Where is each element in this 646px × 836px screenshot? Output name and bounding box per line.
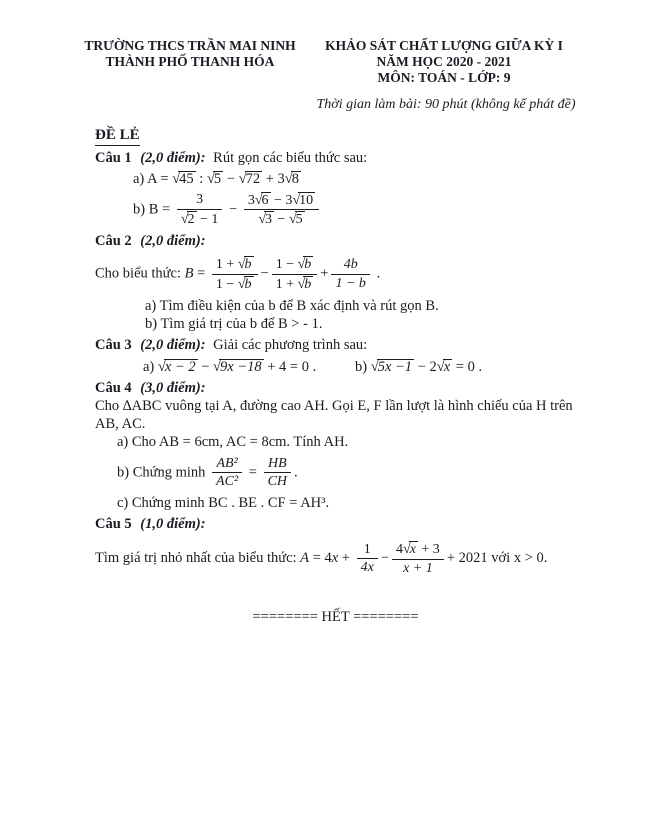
school-block [75,38,305,86]
formula-text: . [372,265,381,282]
question-4-heading [95,379,576,397]
formula-text: = [193,265,209,282]
formula-text: − [223,170,239,187]
question-4-item-c: c) Chứng minh BC . BE . CF = AH³. [117,494,330,511]
formula-text: = 0 . [452,358,483,375]
question-2-item-b: b) Tìm giá trị của b để B > - 1. [145,315,323,332]
radicand: b [244,276,252,292]
fraction [264,456,291,490]
formula-text: − [225,201,241,218]
formula-text: a) A = [133,170,173,187]
question-4-item-a: a) Cho AB = 6cm, AC = 8cm. Tính AH. [117,434,349,451]
fraction [177,192,223,227]
radical-sign: √ [238,170,246,187]
radical-sign: √ [436,358,444,375]
exam-subject: MÔN: TOÁN - LỚP: 9 [377,69,511,85]
question-5-heading [95,515,576,533]
formula-text: = [245,464,261,481]
question-4-intro-line1: Cho ∆ABC vuông tại A, đường cao AH. Gọi E, F lần lượt là hình chiếu của H trên [95,398,573,415]
radicand: b [304,257,312,273]
fraction [212,256,258,292]
math-variable: x [331,550,339,567]
radical-sign: √ [213,358,220,375]
sqrt-expression [285,171,301,187]
question-3-equations [143,358,576,376]
question-1a-formula [133,170,576,188]
radicand: 9x −18 [220,358,262,375]
sqrt-expression [181,212,197,227]
radical-sign: √ [258,212,266,228]
sqrt-expression [437,359,452,375]
question-3-label: Câu 3 [95,336,132,353]
exam-code: ĐỀ LẺ [95,126,140,146]
radicand: 3 [265,212,273,228]
radical-sign: √ [157,358,165,375]
fraction-numerator [212,256,258,275]
fraction-denominator: x + 1 [403,560,433,576]
question-4-label: Câu 4 [95,380,132,397]
sqrt-expression [238,277,254,292]
formula-text: − [274,212,289,228]
radicand: x − 2 [164,358,196,375]
fraction-denominator [272,275,318,293]
fraction-denominator: 4x [360,560,374,576]
formula-text: a) [143,358,158,375]
question-5-label: Câu 5 [95,516,132,533]
fraction-numerator [244,192,319,211]
fraction [331,257,369,291]
sqrt-expression [213,359,264,375]
formula-text: − 2 [414,358,437,375]
fraction [212,456,242,490]
question-3-points: (2,0 điểm): [140,336,206,353]
formula-text: với x > 0. [487,550,548,567]
exam-code-row [95,126,576,146]
end-mark: ======== HẾT ======== [252,608,419,625]
question-3a-equation [143,358,355,376]
fraction-numerator: HB [264,456,291,474]
fraction [357,542,378,576]
formula-text: 1 − [275,257,298,273]
formula-text: + [338,550,354,567]
formula-text: + 2021 [446,550,488,567]
radicand: 72 [245,170,261,187]
formula-text: b) B = [133,201,174,218]
formula-text: . [294,464,298,481]
formula-text: Cho biểu thức: [95,265,185,282]
question-1-label: Câu 1 [95,149,132,166]
exam-year: NĂM HỌC 2020 - 2021 [376,53,512,69]
radicand: 6 [261,192,269,208]
question-4-points: (3,0 điểm): [140,380,206,397]
radicand: 5x −1 [377,358,413,375]
formula-text: + 3 [417,542,440,558]
fraction-numerator: 3 [177,192,223,210]
radical-sign: √ [292,192,300,208]
fraction-numerator [392,541,444,560]
radical-sign: √ [206,170,214,187]
exam-title-block [307,38,581,86]
formula-text: − 1 [196,211,219,227]
radicand: b [304,276,312,292]
radical-sign: √ [297,276,305,292]
question-2-formula [95,255,576,293]
fraction-denominator [177,210,223,228]
radicand: 10 [299,192,314,208]
question-1-points: (2,0 điểm): [140,149,206,166]
radical-sign: √ [284,170,292,187]
question-2-label: Câu 2 [95,233,132,250]
formula-text: − [197,358,214,375]
formula-text: b) [355,358,371,375]
question-2-heading [95,232,576,250]
fraction [272,256,318,292]
question-3b-equation [355,359,482,375]
question-4-intro-line2: AB, AC. [95,416,146,433]
school-name: TRƯỜNG THCS TRẦN MAI NINH [84,38,296,53]
question-5-points: (1,0 điểm): [140,516,206,533]
fraction-numerator: AB² [212,456,242,474]
math-variable: A [300,550,310,567]
radicand: 45 [179,170,194,187]
formula-text: + [320,265,329,282]
fraction [244,192,319,228]
fraction [392,541,444,576]
formula-text: − 3 [270,192,293,208]
sqrt-expression [238,257,254,272]
question-2-item-a: a) Tìm điều kiện của b để B xác định và rút gọn B. [145,297,439,314]
radicand: x [443,358,451,375]
radical-sign: √ [172,170,180,187]
sqrt-expression [403,542,418,557]
radical-sign: √ [237,257,245,273]
formula-text: + 4 = 0 . [263,358,317,375]
radicand: 5 [213,170,222,187]
formula-text: 4 [396,542,403,558]
radical-sign: √ [370,358,378,375]
fraction-denominator: 1 − b [335,275,366,291]
formula-text: 1 + [215,257,238,273]
question-1b-formula [133,191,576,229]
formula-text: 1 − [215,276,238,292]
formula-text: = 4 [309,550,332,567]
formula-text: − [260,265,269,282]
sqrt-expression [239,171,262,187]
formula-text: Tìm giá trị nhỏ nhất của biểu thức: [95,550,301,567]
radicand: 5 [295,212,303,228]
fraction-numerator: 4b [331,257,369,275]
sqrt-expression [292,193,315,208]
formula-text: 3 [247,192,255,208]
sqrt-expression [298,277,314,292]
fraction-denominator [212,275,258,293]
school-city: THÀNH PHỐ THANH HÓA [105,53,275,69]
question-1-heading [95,149,576,167]
sqrt-expression [172,171,195,187]
radicand: 8 [291,170,299,187]
radical-sign: √ [403,542,410,558]
formula-text: : [195,170,207,187]
sqrt-expression [289,212,305,227]
fraction-denominator [244,210,319,228]
question-3-heading [95,336,576,354]
document-header [0,38,646,86]
math-variable: B [184,265,194,282]
sqrt-expression [258,212,274,227]
question-5-formula [95,540,576,577]
radical-sign: √ [237,276,245,292]
radical-sign: √ [288,212,296,228]
fraction-numerator [272,256,318,275]
fraction-numerator: 1 [357,542,378,560]
exam-title: KHẢO SÁT CHẤT LƯỢNG GIỮA KỲ I [325,38,563,53]
radical-sign: √ [180,211,188,227]
question-3-intro: Giải các phương trình sau: [213,336,368,353]
exam-body [95,126,576,626]
radicand: b [244,257,252,273]
radical-sign: √ [254,192,262,208]
fraction-denominator: CH [267,474,288,490]
fraction-denominator: AC² [216,474,239,490]
formula-text: 1 + [275,276,298,292]
sqrt-expression [371,359,414,375]
sqrt-expression [255,193,271,208]
time-note: Thời gian làm bài: 90 phút (không kể phát đề) [316,96,576,112]
radicand: x [409,542,416,558]
sqrt-expression [207,171,223,187]
sqrt-expression [158,359,198,375]
question-4-item-b [117,455,576,491]
radicand: 2 [187,211,195,227]
question-2-points: (2,0 điểm): [140,233,206,250]
formula-text: + 3 [262,170,285,187]
question-1-intro: Rút gọn các biểu thức sau: [213,149,368,166]
sqrt-expression [298,257,314,272]
formula-text: − [380,550,389,567]
radical-sign: √ [297,257,305,273]
formula-text: b) Chứng minh [117,464,210,481]
